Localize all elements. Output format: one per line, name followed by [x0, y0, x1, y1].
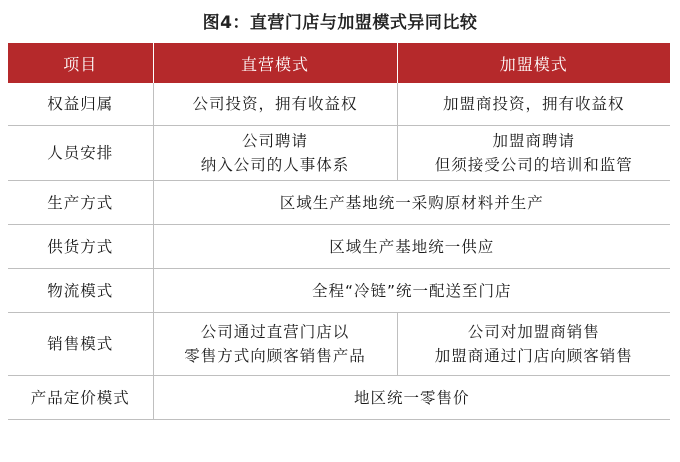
cell-text: 加盟商投资，拥有收益权 [442, 95, 625, 113]
row-label: 供货方式 [8, 225, 153, 269]
cell-text: 但须接受公司的培训和监管 [434, 156, 633, 174]
row-label: 人员安排 [8, 126, 153, 181]
table-row [8, 376, 670, 420]
cell-text: 公司对加盟商销售 [467, 323, 600, 341]
table-row [8, 313, 670, 376]
franchise-cell [397, 313, 670, 376]
cell-text: 加盟商聘请 [492, 132, 575, 150]
table-header-row [8, 43, 670, 83]
row-label: 销售模式 [8, 313, 153, 376]
direct-cell [153, 313, 397, 376]
table-row [8, 181, 670, 225]
shared-cell: 全程“冷链”统一配送至门店 [153, 269, 670, 313]
comparison-table [8, 43, 670, 420]
franchise-cell [397, 83, 670, 126]
header-franchise-mode: 加盟模式 [397, 43, 670, 83]
row-label: 生产方式 [8, 181, 153, 225]
table-row [8, 126, 670, 181]
cell-text: 纳入公司的人事体系 [200, 156, 350, 174]
row-label: 权益归属 [8, 83, 153, 126]
row-label: 产品定价模式 [8, 376, 153, 420]
header-item: 项目 [8, 43, 153, 83]
row-label: 物流模式 [8, 269, 153, 313]
shared-cell: 区域生产基地统一供应 [153, 225, 670, 269]
cell-text: 公司聘请 [241, 132, 308, 150]
cell-text: 公司通过直营门店以 [200, 323, 350, 341]
cell-text: 加盟商通过门店向顾客销售 [434, 347, 633, 365]
table-row [8, 225, 670, 269]
direct-cell [153, 83, 397, 126]
direct-cell [153, 126, 397, 181]
table-row [8, 269, 670, 313]
franchise-cell [397, 126, 670, 181]
figure-title: 图4：直营门店与加盟模式异同比较 [202, 13, 478, 33]
header-direct-mode: 直营模式 [153, 43, 397, 83]
table-row [8, 83, 670, 126]
shared-cell: 区域生产基地统一采购原材料并生产 [153, 181, 670, 225]
shared-cell: 地区统一零售价 [153, 376, 670, 420]
cell-text: 公司投资，拥有收益权 [192, 95, 358, 113]
cell-text: 零售方式向顾客销售产品 [184, 347, 366, 365]
